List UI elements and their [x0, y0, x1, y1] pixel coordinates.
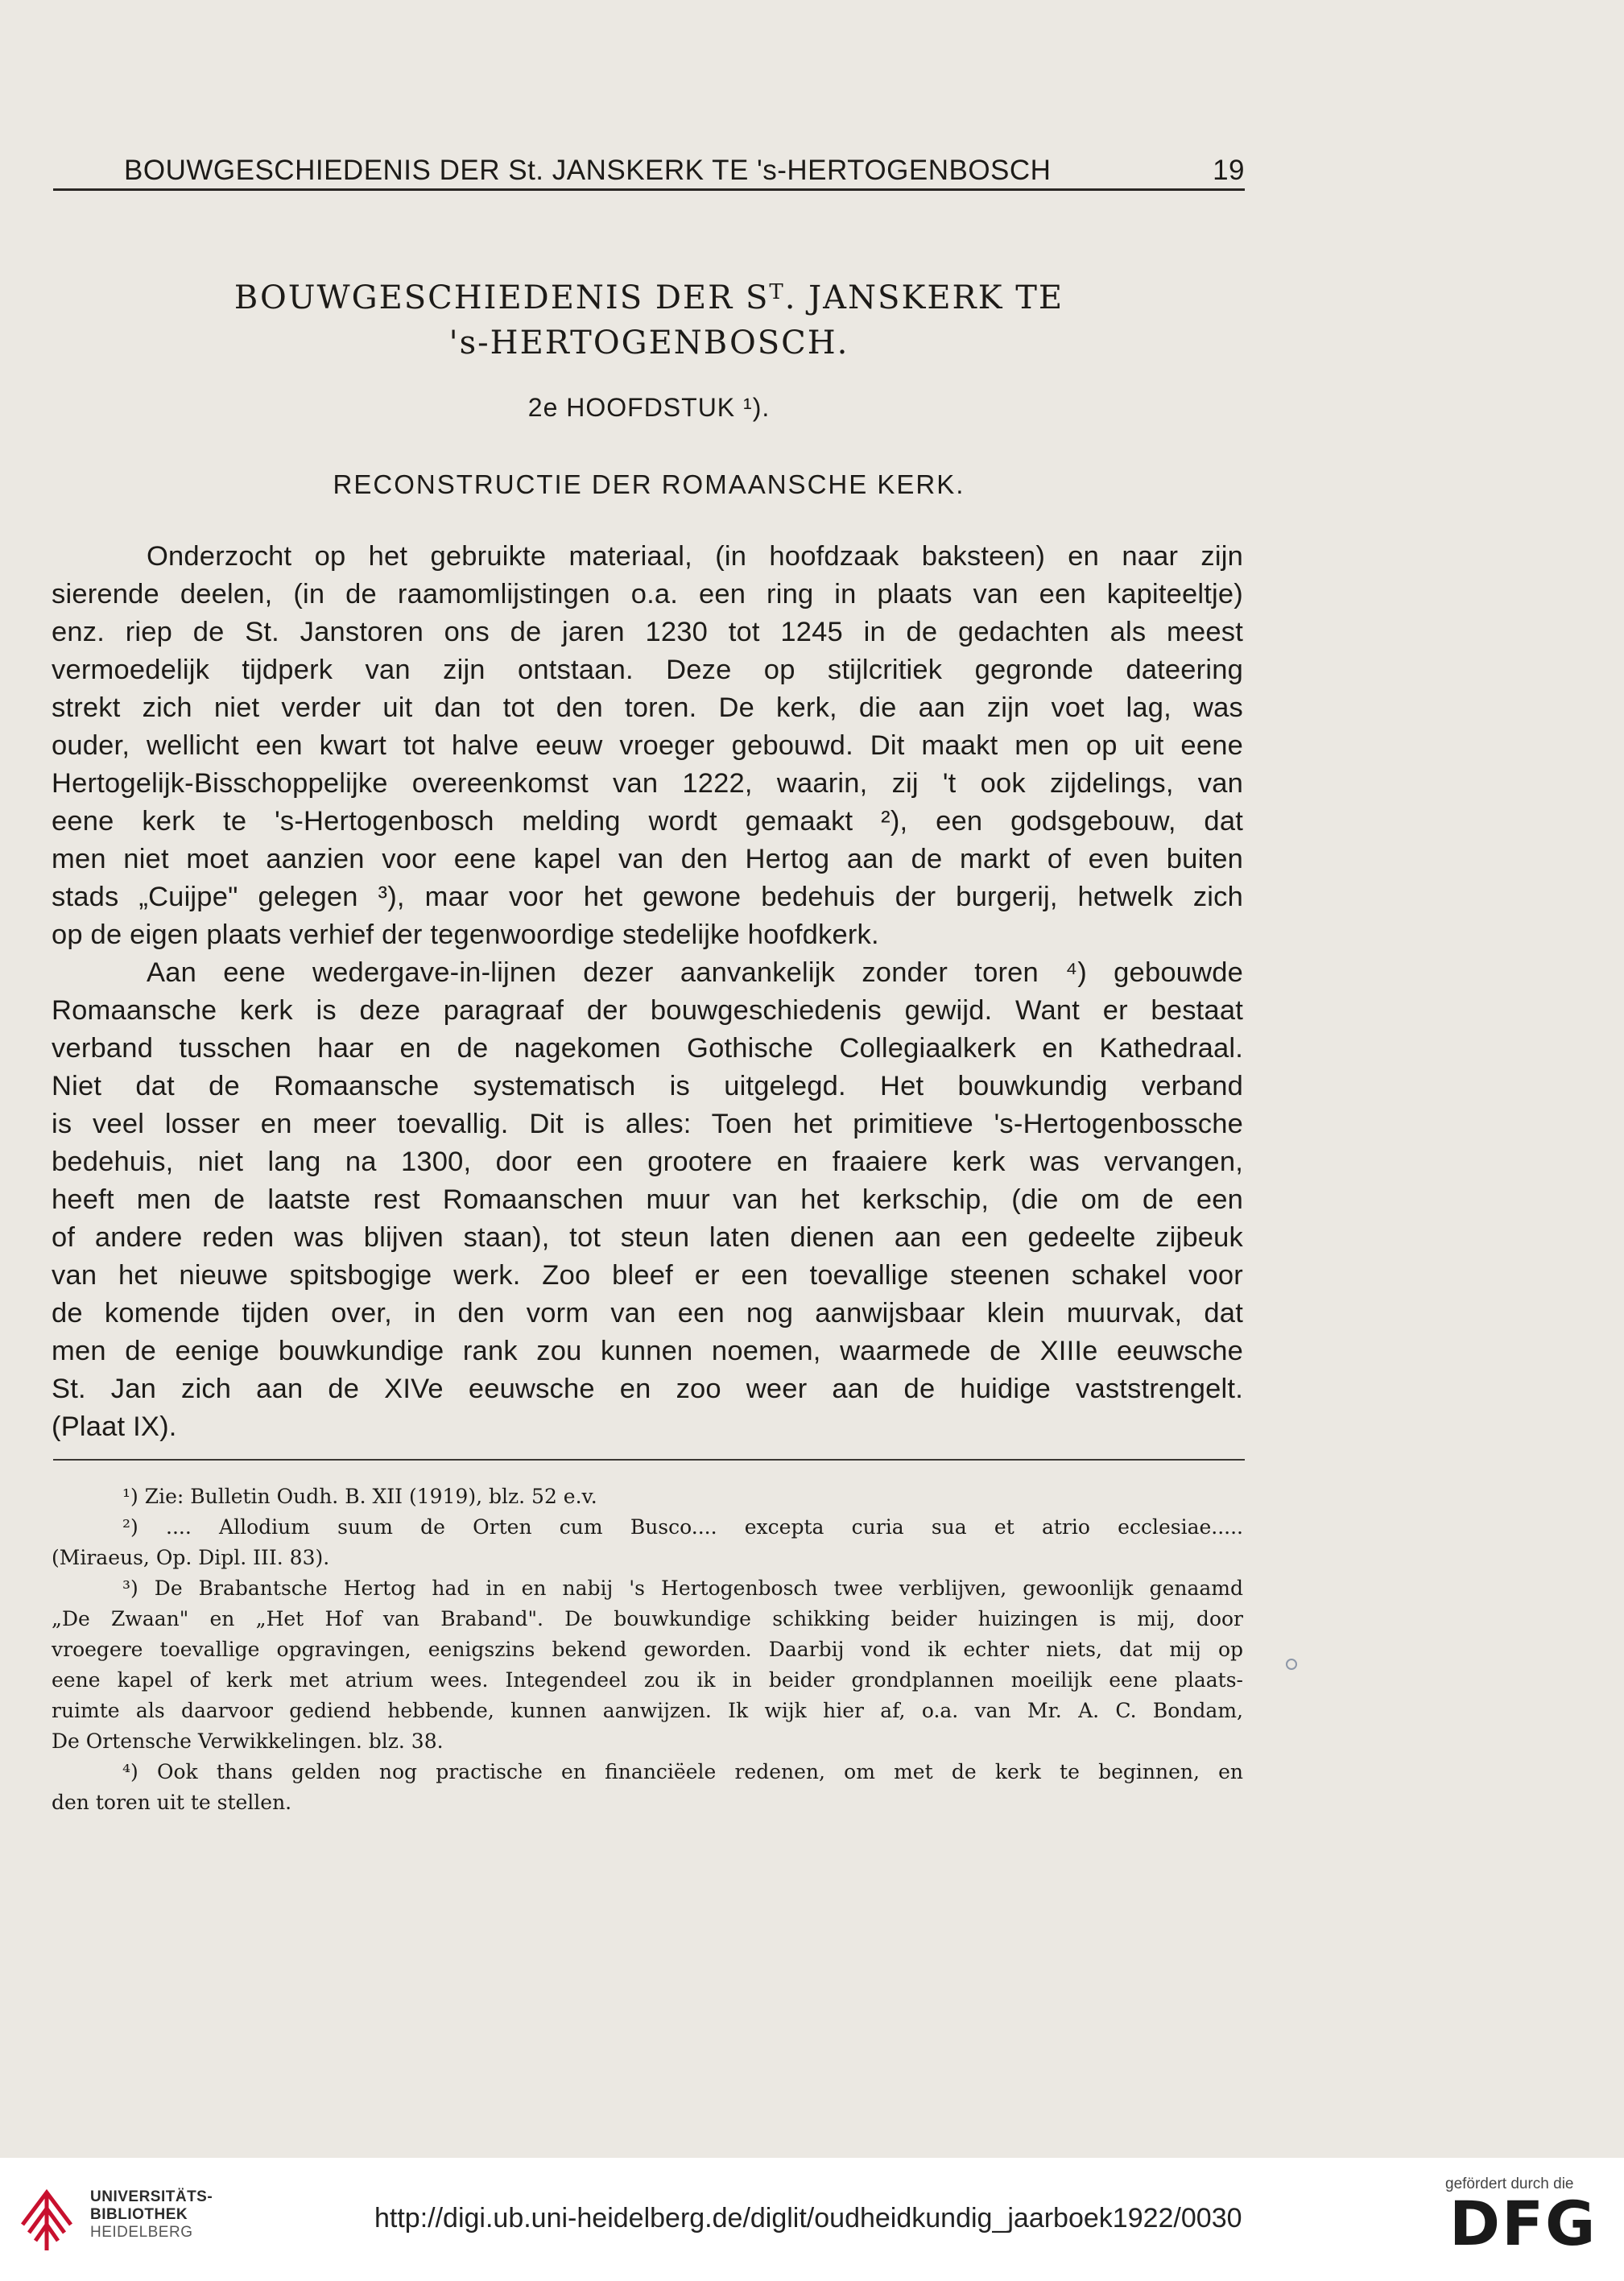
body-line: sierende deelen, (in de raamomlijstingen o.a. een ring in plaats van een kapiteeltje) [52, 579, 1243, 610]
body-line: vermoedelijk tijdperk van zijn ontstaan. Deze op stijlcritiek gegronde dateering [52, 655, 1243, 685]
body-line: bedehuis, niet lang na 1300, door een grootere en fraaiere kerk was vervangen, [52, 1147, 1243, 1177]
body-line: stads „Cuijpe" gelegen ³), maar voor het gewone bedehuis der burgerij, hetwelk zich [52, 882, 1243, 912]
chapter-title-line-1: BOUWGESCHIEDENIS DER $S^T$. JANSKERK TE [233, 279, 1064, 316]
body-text [52, 538, 1243, 1446]
body-line: ouder, wellicht een kwart tot halve eeuw vroeger gebouwd. Dit maakt men op uit eene [52, 730, 1243, 761]
chapter-label: 2e HOOFDSTUK ¹). [527, 393, 771, 422]
body-line: eene kerk te 's-Hertogenbosch melding wordt gemaakt ²), een godsgebouw, dat [52, 806, 1243, 837]
footnote-line: eene kapel of kerk met atrium wees. Integendeel zou ik in beider grondplannen moeilijk eene plaats- [52, 1668, 1243, 1692]
footnote-line: den toren uit te stellen. [52, 1791, 292, 1814]
footnote-line: ruimte als daarvoor gediend hebbende, kunnen aanwijzen. Ik wijk hier af, o.a. van Mr. A. C. Bondam, [52, 1699, 1243, 1722]
digitization-footer [0, 2158, 1624, 2281]
body-line: (Plaat IX). [52, 1411, 177, 1442]
body-line: Niet dat de Romaansche systematisch is uitgelegd. Het bouwkundig verband [52, 1071, 1243, 1101]
body-line: van het nieuwe spitsbogige werk. Zoo bleef er een toevallige steenen schakel voor [52, 1260, 1243, 1291]
body-line: Aan eene wedergave-in-lijnen dezer aanvankelijk zonder toren ⁴) gebouwde [147, 957, 1243, 988]
footnote-line: ¹) Zie: Bulletin Oudh. B. XII (1919), blz. 52 e.v. [122, 1485, 597, 1508]
university-library-logo-icon[interactable] [14, 2184, 79, 2253]
footnote-line: vroegere toevallige opgravingen, eenigszins bekend geworden. Daarbij vond ik echter niets, dat mij op [52, 1638, 1243, 1661]
body-line: enz. riep de St. Janstoren ons de jaren 1230 tot 1245 in de gedachten als meest [52, 617, 1243, 647]
footnote-line: De Ortensche Verwikkelingen. blz. 38. [52, 1729, 444, 1753]
body-line: Hertogelijk-Bisschoppelijke overeenkomst van 1222, waarin, zij 't ook zijdelings, van [52, 768, 1243, 799]
body-line: men niet moet aanzien voor eene kapel van den Hertog aan de markt of even buiten [52, 844, 1243, 874]
footnote-line: ³) De Brabantsche Hertog had in en nabij 's Hertogenbosch twee verblijven, gewoonlijk genaamd [122, 1576, 1243, 1600]
page-number: 19 [1213, 155, 1245, 186]
body-line: men de eenige bouwkundige rank zou kunnen noemen, waarmede de XIIIe eeuwsche [52, 1336, 1243, 1366]
running-head-title: BOUWGESCHIEDENIS DER St. JANSKERK TE 's-HERTOGENBOSCH [124, 155, 1052, 186]
body-line: strekt zich niet verder uit dan tot den toren. De kerk, die aan zijn voet lag, was [52, 692, 1243, 723]
running-head [53, 151, 1245, 191]
section-title: RECONSTRUCTIE DER ROMAANSCHE KERK. [333, 469, 965, 499]
library-name[interactable]: UNIVERSITÄTS- BIBLIOTHEK HEIDELBERG [90, 2188, 213, 2241]
body-line: is veel losser en meer toevallig. Dit is alles: Toen het primitieve 's-Hertogenbossche [52, 1109, 1243, 1139]
permalink-url[interactable]: http://digi.ub.uni-heidelberg.de/diglit/oudheidkundig_jaarboek1922/0030 [374, 2203, 1242, 2233]
footnote-line: ²) .... Allodium suum de Orten cum Busco.... excepta curia sua et atrio ecclesiae..... [122, 1515, 1243, 1539]
body-line: of andere reden was blijven staan), tot steun laten dienen aan een gedeelte zijbeuk [52, 1222, 1243, 1253]
body-line: de komende tijden over, in den vorm van een nog aanwijsbaar klein muurvak, dat [52, 1298, 1243, 1329]
funded-by-label: gefördert durch die [1445, 2176, 1574, 2192]
body-line: St. Jan zich aan de XIVe eeuwsche en zoo weer aan de huidige vaststrengelt. [52, 1374, 1243, 1404]
footnotes [52, 1481, 1243, 1818]
chapter-title-line-2: 's-HERTOGENBOSCH. [448, 324, 849, 362]
body-line: Romaansche kerk is deze paragraaf der bouwgeschiedenis gewijd. Want er bestaat [52, 995, 1243, 1026]
dfg-logo[interactable]: DFG [1449, 2188, 1597, 2259]
body-line: heeft men de laatste rest Romaanschen muur van het kerkschip, (die om de een [52, 1184, 1243, 1215]
body-line: Onderzocht op het gebruikte materiaal, (in hoofdzaak baksteen) en naar zijn [147, 541, 1243, 572]
footnote-line: (Miraeus, Op. Dipl. III. 83). [52, 1546, 330, 1569]
body-line: verband tusschen haar en de nagekomen Gothische Collegiaalkerk en Kathedraal. [52, 1033, 1243, 1064]
footnote-line: „De Zwaan" en „Het Hof van Braband". De bouwkundige schikking beider huizingen is mij, door [52, 1607, 1243, 1630]
footnote-divider [53, 1459, 1245, 1461]
footnote-line: ⁴) Ook thans gelden nog practische en financiëele redenen, om met de kerk te beginnen, en [122, 1760, 1243, 1783]
chapter-title [53, 270, 1245, 366]
body-line: op de eigen plaats verhief der tegenwoordige stedelijke hoofdkerk. [52, 919, 879, 950]
scan-speck [1286, 1659, 1297, 1670]
